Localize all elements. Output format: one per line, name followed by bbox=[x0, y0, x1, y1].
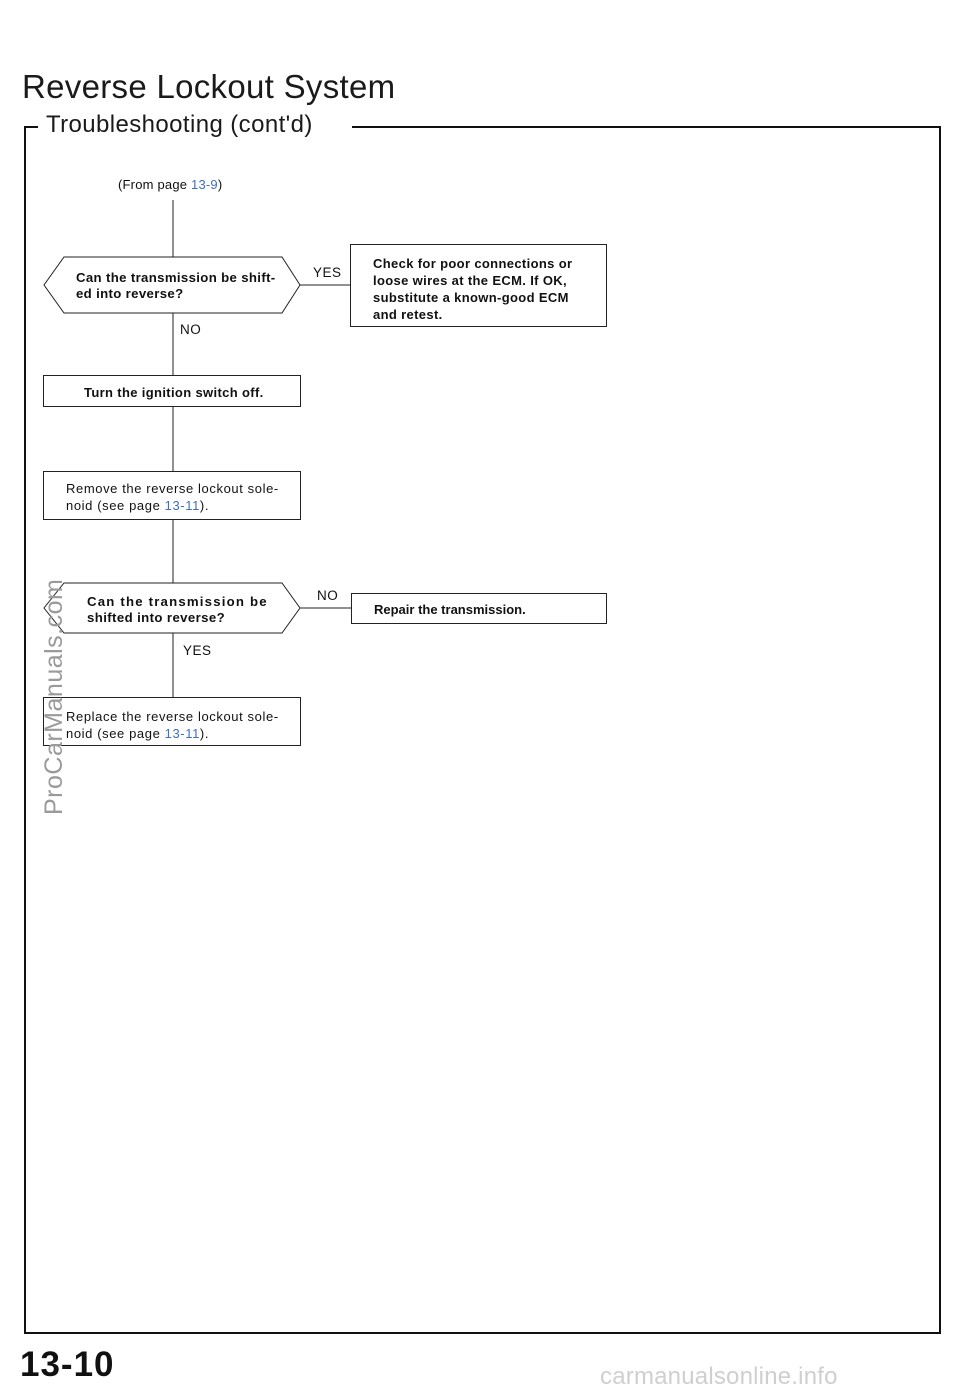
q2-no-box bbox=[351, 593, 607, 624]
q2-no-box-text: Repair the transmission. bbox=[374, 602, 526, 617]
step-ignition-text: Turn the ignition switch off. bbox=[84, 385, 264, 400]
step-ignition-box bbox=[43, 375, 301, 407]
q1-yes-label: YES bbox=[313, 265, 342, 280]
decision-q1-text: Can the transmission be shift- ed into reverse? bbox=[76, 270, 276, 301]
step-remove-page-link[interactable]: 13-11 bbox=[164, 498, 200, 513]
step-remove-box bbox=[43, 471, 301, 520]
q1-yes-box-text: Check for poor connections or loose wires at the ECM. If OK, substitute a known-good ECM and retest. bbox=[373, 256, 573, 322]
step-replace-box bbox=[43, 697, 301, 746]
from-page-ref: (From page 13-9) bbox=[118, 177, 223, 192]
q1-yes-box bbox=[350, 244, 607, 327]
watermark: ProCarManuals.com bbox=[40, 578, 68, 815]
step-replace-text: Replace the reverse lockout sole- noid (see page 13-11). bbox=[66, 709, 279, 741]
decision-q2-text: Can the transmission be shifted into reverse? bbox=[87, 594, 268, 625]
q1-no-label: NO bbox=[180, 322, 202, 337]
section-subtitle: Troubleshooting (cont'd) bbox=[46, 111, 313, 138]
q2-yes-label: YES bbox=[183, 643, 212, 658]
page-number: 13-10 bbox=[20, 1345, 115, 1384]
step-remove-text: Remove the reverse lockout sole- noid (see page 13-11). bbox=[66, 481, 279, 513]
footer-site: carmanualsonline.info bbox=[600, 1363, 838, 1390]
from-page-link[interactable]: 13-9 bbox=[191, 177, 218, 192]
step-replace-page-link[interactable]: 13-11 bbox=[164, 726, 200, 741]
q2-no-label: NO bbox=[317, 588, 339, 603]
page-title: Reverse Lockout System bbox=[22, 68, 396, 105]
